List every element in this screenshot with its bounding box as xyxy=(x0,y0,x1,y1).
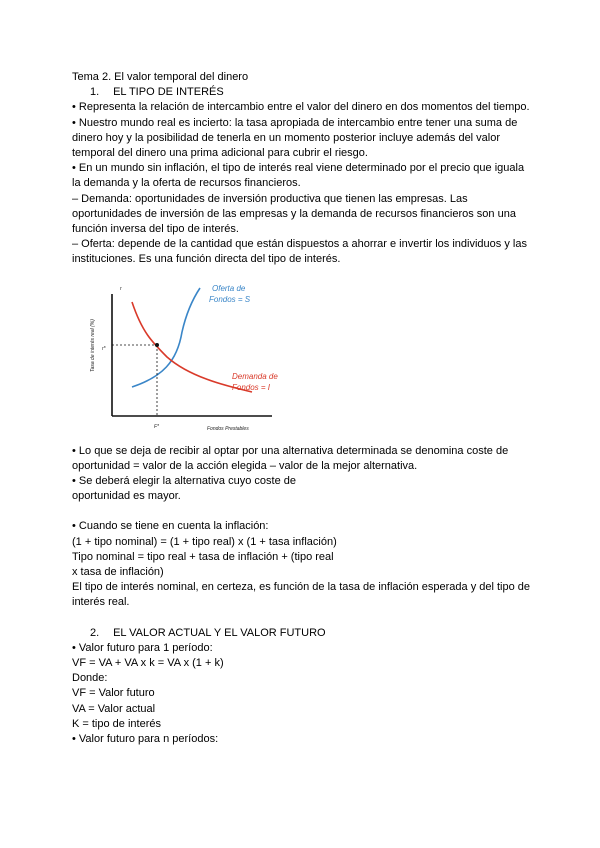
section-2-title xyxy=(72,626,532,641)
section-2-number: 2. xyxy=(90,626,100,639)
spacer xyxy=(72,611,532,626)
paragraph: Tipo nominal = tipo real + tasa de inflación + (tipo real xyxy=(72,550,334,563)
supply-label-1: Oferta de xyxy=(212,283,246,293)
section-1-number: 1. xyxy=(90,86,100,99)
section-2-title-text: EL VALOR ACTUAL Y EL VALOR FUTURO xyxy=(113,626,326,639)
paragraph: – Demanda: oportunidades de inversión productiva que tienen las empresas. Las oportunidades de inversión de las empresas y la demanda de recursos financieros son una función inversa del tipo de interés. xyxy=(72,192,516,236)
section-1-title xyxy=(72,85,532,100)
paragraph: • Se deberá elegir la alternativa cuyo coste de xyxy=(72,475,296,488)
paragraph: El tipo de interés nominal, en certeza, es función de la tasa de inflación esperada y del tipo de interés real. xyxy=(72,581,531,609)
definition: VA = Valor actual xyxy=(72,702,156,715)
paragraph: (1 + tipo nominal) = (1 + tipo real) x (1 + tasa inflación) xyxy=(72,535,337,548)
paragraph: • Valor futuro para 1 período: xyxy=(72,641,213,654)
paragraph: • Lo que se deja de recibir al optar por una alternativa determinada se denomina coste de oportunidad = valor de la acción elegida – valor de la mejor alternativa. xyxy=(72,444,509,472)
equilibrium-point xyxy=(155,343,159,347)
definition: K = tipo de interés xyxy=(72,717,161,730)
supply-demand-figure xyxy=(82,282,282,432)
formula: VF = VA + VA x k = VA x (1 + k) xyxy=(72,657,224,670)
paragraph: Donde: xyxy=(72,672,108,685)
paragraph: oportunidad es mayor. xyxy=(72,490,181,503)
y-axis-symbol: r xyxy=(120,285,122,292)
paragraph: • Cuando se tiene en cuenta la inflación: xyxy=(72,520,269,533)
equilibrium-quantity-label: F* xyxy=(154,423,159,430)
document-heading: Tema 2. El valor temporal del dinero xyxy=(72,71,249,83)
document-page xyxy=(72,70,532,747)
x-axis-label: Fondos Prestables xyxy=(207,425,249,432)
supply-label-2: Fondos = S xyxy=(209,294,251,304)
y-axis-label: Tasa de interés real (%) xyxy=(90,318,96,372)
paragraph: • Valor futuro para n períodos: xyxy=(72,733,219,746)
paragraph: – Oferta: depende de la cantidad que están dispuestos a ahorrar e invertir los individuos y las instituciones. Es una función directa del tipo de interés. xyxy=(72,238,527,266)
paragraph: • En un mundo sin inflación, el tipo de interés real viene determinado por el precio que iguala la demanda y la oferta de recursos financieros. xyxy=(72,162,525,190)
paragraph: x tasa de inflación) xyxy=(72,566,164,579)
demand-label-2: Fondos = I xyxy=(232,382,271,392)
equilibrium-rate-label: r* xyxy=(102,345,106,352)
paragraph: • Nuestro mundo real es incierto: la tasa apropiada de intercambio entre tener una suma de dinero hoy y la posibilidad de tenerla en un momento posterior incluye además del valor temporal del dinero una prima adicional para cubrir el riesgo. xyxy=(72,116,518,160)
paragraph: • Representa la relación de intercambio entre el valor del dinero en dos momentos del tiempo. xyxy=(72,101,530,114)
supply-demand-svg xyxy=(82,282,282,432)
demand-label-1: Demanda de xyxy=(232,371,278,381)
section-1-title-text: EL TIPO DE INTERÉS xyxy=(113,86,224,99)
definition: VF = Valor futuro xyxy=(72,687,155,700)
spacer xyxy=(72,504,532,519)
